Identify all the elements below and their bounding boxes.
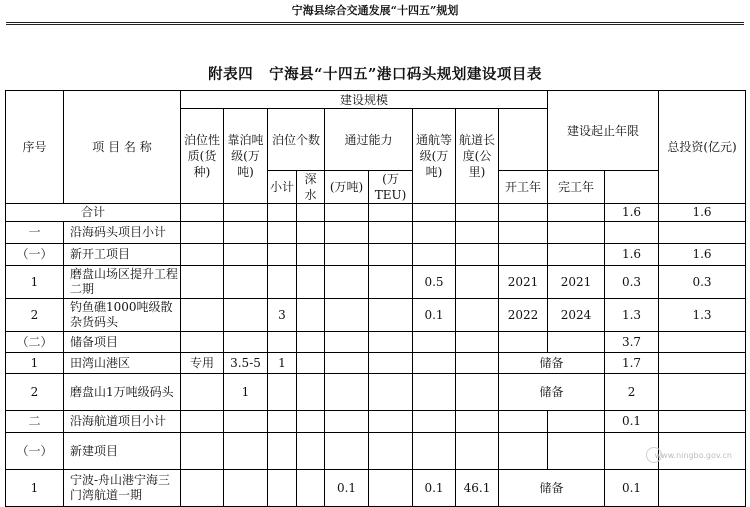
table-row: [6, 266, 746, 299]
plan-invest-cell: 0.3: [659, 266, 746, 299]
seq-cell: 2: [6, 299, 64, 332]
end-year-cell: 2021: [548, 266, 605, 299]
header-capacity-teu: (万TEU): [369, 171, 413, 204]
name-cell: 沿海航道项目小计: [64, 411, 181, 433]
name-cell: 新建项目: [64, 433, 181, 470]
seq-cell: （一）: [6, 433, 64, 470]
header-channel-length: 航道长度(公里): [456, 109, 499, 204]
title-prefix: 附表四: [208, 66, 254, 83]
table-row: [6, 222, 746, 244]
total-invest-cell: 1.6: [605, 204, 659, 222]
total-invest-cell: 0.3: [605, 266, 659, 299]
plan-invest-cell: 1.6: [659, 204, 746, 222]
start-year-cell: 2022: [499, 299, 548, 332]
header-rule-top: [6, 22, 744, 23]
header-capacity: 通过能力: [325, 109, 413, 171]
name-cell: 钓鱼礁1000吨级散杂货码头: [64, 299, 181, 332]
berthing-tonnage-cell: 3.5-5: [224, 353, 268, 374]
header-deep-water: 深水: [297, 171, 325, 204]
name-cell: 新开工项目: [64, 244, 181, 266]
period-cell: 储备: [499, 374, 605, 411]
period-cell: 储备: [499, 470, 605, 507]
header-row-1: [6, 91, 746, 109]
table-row: [6, 470, 746, 507]
header-name: 项 目 名 称: [64, 91, 181, 204]
table-row: [6, 433, 746, 470]
seq-cell: 2: [6, 374, 64, 411]
title-main: 宁海县“十四五”港口码头规划建设项目表: [269, 66, 542, 83]
name-cell: 田湾山港区: [64, 353, 181, 374]
header-subtotal: 小计: [268, 171, 297, 204]
table-title: [0, 63, 750, 84]
channel-length-cell: 46.1: [456, 470, 499, 507]
header-seq: 序号: [6, 91, 64, 204]
table-row: [6, 332, 746, 353]
capacity-wt-cell: 0.1: [325, 470, 369, 507]
table-row: [6, 299, 746, 332]
total-invest-cell: 1.6: [605, 244, 659, 266]
seq-cell: 1: [6, 266, 64, 299]
table-row: [6, 244, 746, 266]
table-row: [6, 374, 746, 411]
name-cell: 储备项目: [64, 332, 181, 353]
header-nav-grade: 通航等级(万吨): [413, 109, 456, 204]
header-end-year: 完工年: [548, 171, 605, 204]
berth-subtotal-cell: 3: [268, 299, 297, 332]
document-header: 宁海县综合交通发展“十四五”规划: [291, 4, 459, 17]
total-invest-cell: 0.1: [605, 470, 659, 507]
berth-nature-cell: 专用: [181, 353, 224, 374]
total-invest-cell: 1.3: [605, 299, 659, 332]
header-construction-scale: 建设规模: [181, 91, 548, 109]
name-cell: 磨盘山场区提升工程二期: [64, 266, 181, 299]
header-berth-count: 泊位个数: [268, 109, 325, 171]
seq-cell: 1: [6, 353, 64, 374]
total-label: 合计: [6, 204, 181, 222]
berthing-tonnage-cell: 1: [224, 374, 268, 411]
end-year-cell: 2024: [548, 299, 605, 332]
seq-cell: 二: [6, 411, 64, 433]
total-invest-cell: 2: [605, 374, 659, 411]
seq-cell: （一）: [6, 244, 64, 266]
header-total-invest: 总投资(亿元): [659, 91, 746, 204]
seq-cell: 一: [6, 222, 64, 244]
plan-invest-cell: 1.3: [659, 299, 746, 332]
table-row: [6, 353, 746, 374]
name-cell: 宁波-舟山港宁海三门湾航道一期: [64, 470, 181, 507]
header-capacity-wt: (万吨): [325, 171, 369, 204]
header-start-year: 开工年: [499, 171, 548, 204]
nav-grade-cell: 0.1: [413, 470, 456, 507]
header-berthing-tonnage: 靠泊吨级(万吨): [224, 109, 268, 204]
nav-grade-cell: 0.1: [413, 299, 456, 332]
total-invest-cell: 0.1: [605, 411, 659, 433]
start-year-cell: 2021: [499, 266, 548, 299]
header-rule-bottom: [6, 24, 744, 25]
projects-table: [5, 90, 746, 507]
table-row: [6, 411, 746, 433]
name-cell: 沿海码头项目小计: [64, 222, 181, 244]
header-berth-nature: 泊位性质(货种): [181, 109, 224, 204]
berth-subtotal-cell: 1: [268, 353, 297, 374]
total-invest-cell: 1.7: [605, 353, 659, 374]
seq-cell: 1: [6, 470, 64, 507]
watermark: www.ningbo.gov.cn: [654, 451, 732, 460]
header-period: 建设起止年限: [548, 91, 659, 171]
seq-cell: （二）: [6, 332, 64, 353]
total-invest-cell: 3.7: [605, 332, 659, 353]
table-row-total: [6, 204, 746, 222]
nav-grade-cell: 0.5: [413, 266, 456, 299]
name-cell: 磨盘山1万吨级码头: [64, 374, 181, 411]
plan-invest-cell: 1.6: [659, 244, 746, 266]
period-cell: 储备: [499, 353, 605, 374]
